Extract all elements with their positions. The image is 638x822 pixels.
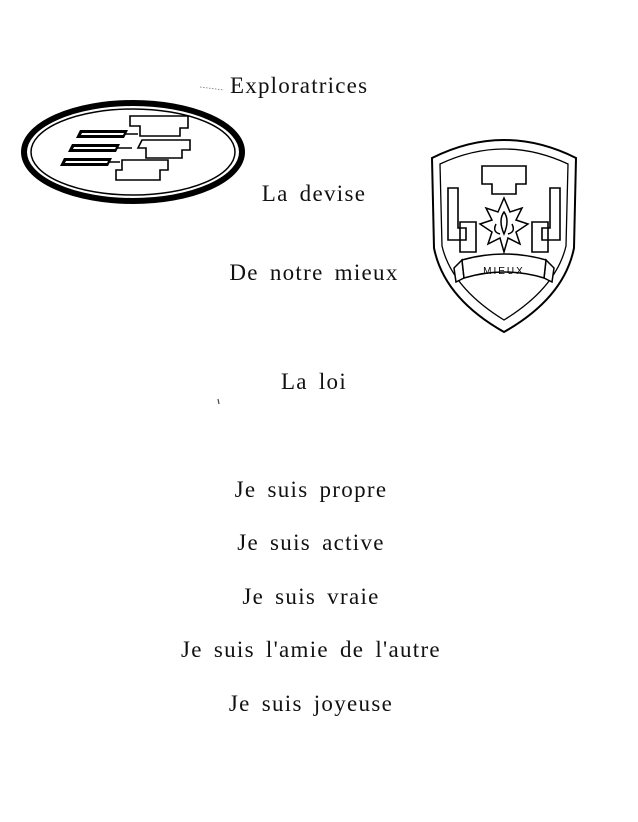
law-item: Je suis propre bbox=[234, 477, 388, 502]
motto-heading: La devise bbox=[261, 181, 367, 206]
law-item: Je suis vraie bbox=[242, 584, 380, 609]
shield-crest-icon bbox=[424, 128, 584, 334]
crest-banner-text: MIEUX bbox=[483, 266, 525, 277]
scan-mark bbox=[198, 84, 228, 92]
law-heading: La loi bbox=[280, 369, 348, 394]
law-item: Je suis active bbox=[237, 530, 385, 555]
scan-mark bbox=[216, 398, 222, 406]
page-title: Exploratrices bbox=[230, 73, 369, 98]
motto-text: De notre mieux bbox=[229, 260, 399, 285]
law-item: Je suis joyeuse bbox=[228, 691, 394, 716]
law-item: Je suis l'amie de l'autre bbox=[181, 637, 441, 662]
